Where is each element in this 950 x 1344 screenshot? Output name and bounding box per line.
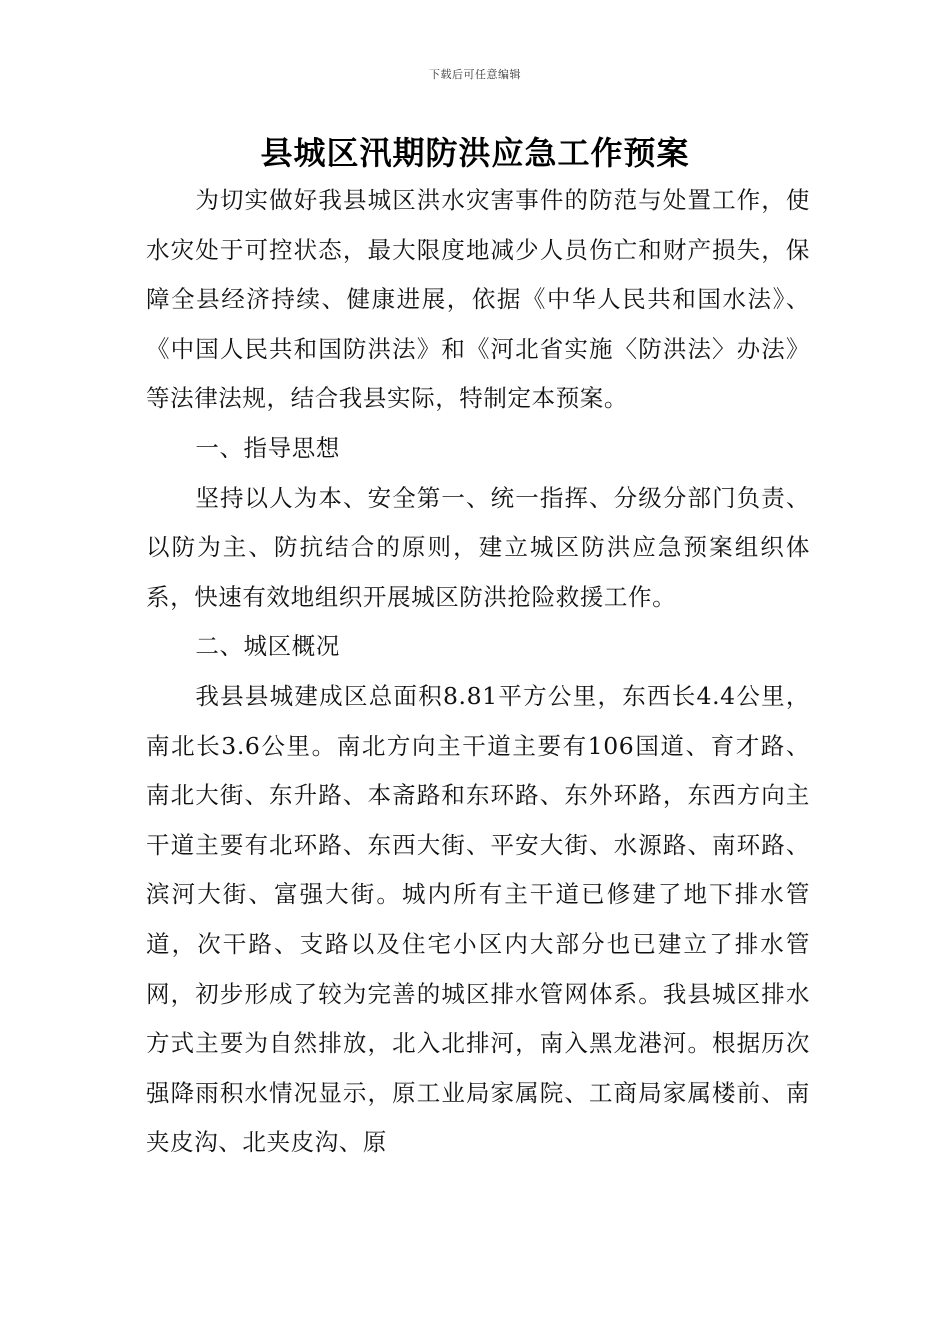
document-title: 县城区汛期防洪应急工作预案: [260, 134, 690, 172]
intro-paragraph: 为切实做好我县城区洪水灾害事件的防范与处置工作，使水灾处于可控状态，最大限度地减少人员伤亡和财产损失，保障全县经济持续、健康进展，依据《中华人民共和国水法》、《中国人民共和国防洪法》和《河北省实施〈防洪法〉办法》等法律法规，结合我县实际，特制定本预案。: [146, 186, 810, 413]
header-note: 下载后可任意编辑: [429, 68, 521, 81]
guiding-paragraph: 坚持以人为本、安全第一、统一指挥、分级分部门负责、以防为主、防抗结合的原则，建立城区防洪应急预案组织体系，快速有效地组织开展城区防洪抢险救援工作。: [146, 483, 810, 611]
section-heading-overview: 二、城区概况: [195, 632, 340, 661]
section-heading-guiding: 一、指导思想: [195, 433, 340, 462]
document-body: [146, 176, 810, 1168]
overview-paragraph: 我县县城建成区总面积8.81平方公里，东西长4.4公里，南北长3.6公里。南北方向主干道主要有106国道、育才路、南北大街、东升路、本斋路和东环路、东外环路，东西方向主干道主要有北环路、东西大街、平安大街、水源路、南环路、滨河大街、富强大街。城内所有主干道已修建了地下排水管道，次干路、支路以及住宅小区内大部分也已建立了排水管网，初步形成了较为完善的城区排水管网体系。我县城区排水方式主要为自然排放，北入北排河，南入黑龙港河。根据历次强降雨积水情况显示，原工业局家属院、工商局家属楼前、南夹皮沟、北夹皮沟、原: [146, 681, 810, 1157]
